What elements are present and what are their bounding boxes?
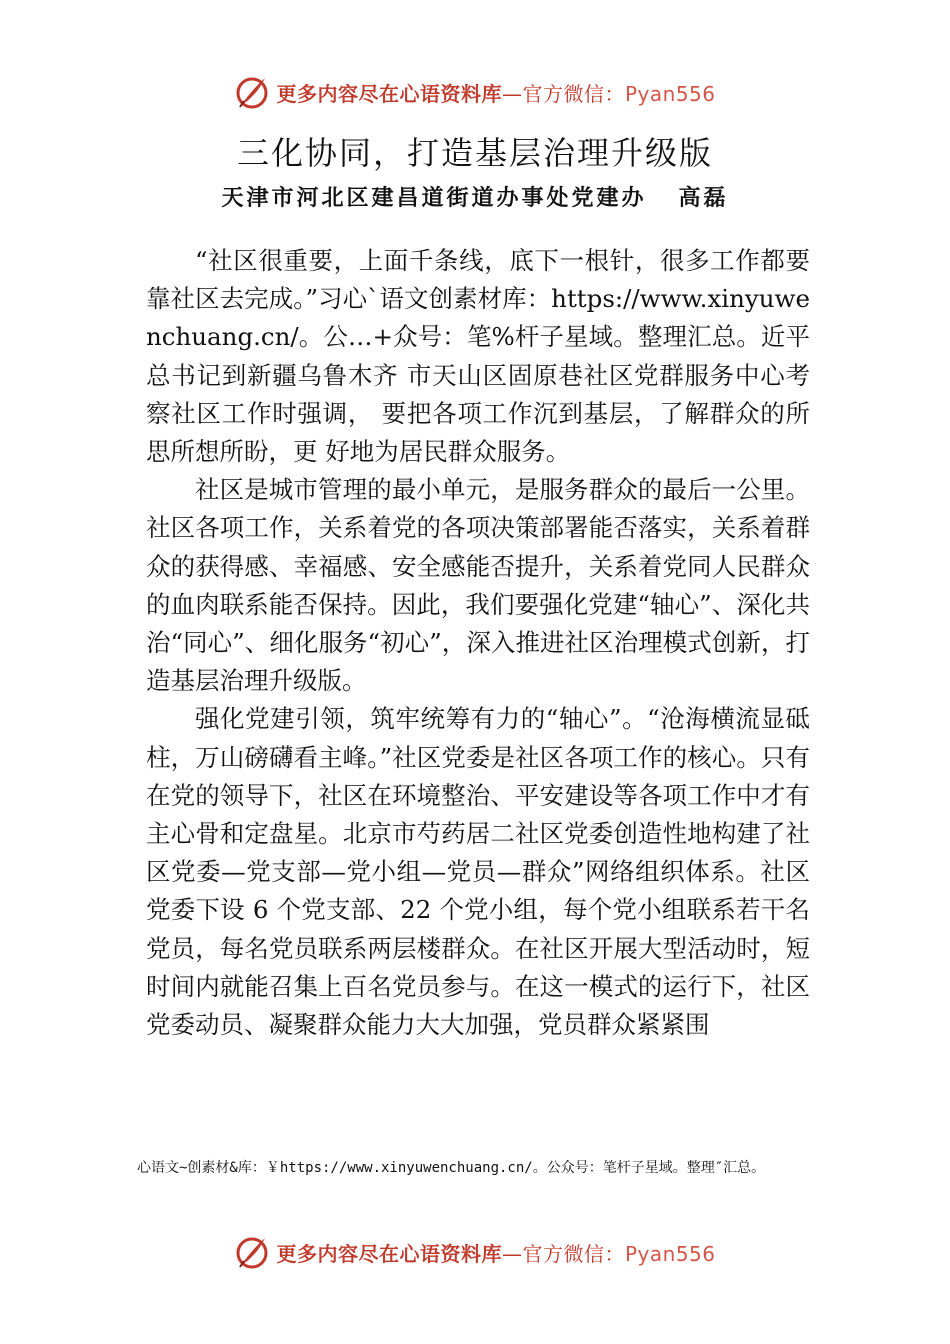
footer-banner: [0, 1230, 950, 1274]
document-body: [146, 242, 810, 1044]
document-title: 三化协同，打造基层治理升级版: [236, 134, 713, 172]
banner-main-text: 更多内容尽在心语资料库: [276, 81, 502, 106]
paragraph: “社区很重要，上面千条线，底下一根针，很多工作都要靠社区去完成。”习心`语文创素材库：https://www.xinyuwenchuang.cn/。公…+众号：笔%杆子星域。整理汇总。近平总书记到新疆乌鲁木齐 市天山区固原巷社区党群服务中心考察社区工作时强调， 要把各项工作沉到基层，了解群众的所思所想所盼，更 好地为居民群众服务。: [146, 246, 810, 467]
header-banner: [0, 70, 950, 114]
banner-wechat-label: 官方微信：: [522, 81, 625, 106]
paragraph: 强化党建引领，筑牢统筹有力的“轴心”。“沧海横流显砥柱，万山磅礴看主峰。”社区党委是社区各项工作的核心。只有在党的领导下，社区在环境整治、平安建设等各项工作中才有主心骨和定盘星。北京市芍药居二社区党委创造性地构建了社区党委—党支部—党小组—党员—群众”网络组织体系。社区党委下设 6 个党支部、22 个党小组，每个党小组联系若干名党员，每名党员联系两层楼群众。在社区开展大型活动时，短时间内就能召集上百名党员参与。在这一模式的运行下，社区党委动员、凝聚群众能力大大加强，党员群众紧紧围: [146, 704, 810, 1040]
quill-pen-seal-icon: [234, 1234, 270, 1270]
banner-main-text: 更多内容尽在心语资料库: [276, 1241, 502, 1266]
document-byline: 天津市河北区建昌道街道办事处党建办 高磊: [221, 185, 729, 211]
paragraph: 社区是城市管理的最小单元，是服务群众的最后一公里。社区各项工作，关系着党的各项决策部署能否落实，关系着群众的获得感、幸福感、安全感能否提升，关系着党同人民群众的血肉联系能否保持。因此，我们要强化党建“轴心”、深化共治“同心”、细化服务“初心”，深入推进社区治理模式创新，打造基层治理升级版。: [146, 475, 810, 696]
banner-separator: —: [501, 1241, 523, 1266]
footnote: 心语文~创素材&库：￥https://www.xinyuwenchuang.cn/。公众号：笔杆子星域。整理″汇总。: [137, 1160, 766, 1176]
banner-separator: —: [501, 81, 523, 106]
banner-wechat-id: Pyan556: [624, 1241, 716, 1266]
quill-pen-seal-icon: [234, 74, 270, 110]
banner-wechat-label: 官方微信：: [522, 1241, 625, 1266]
banner-wechat-id: Pyan556: [624, 81, 716, 106]
